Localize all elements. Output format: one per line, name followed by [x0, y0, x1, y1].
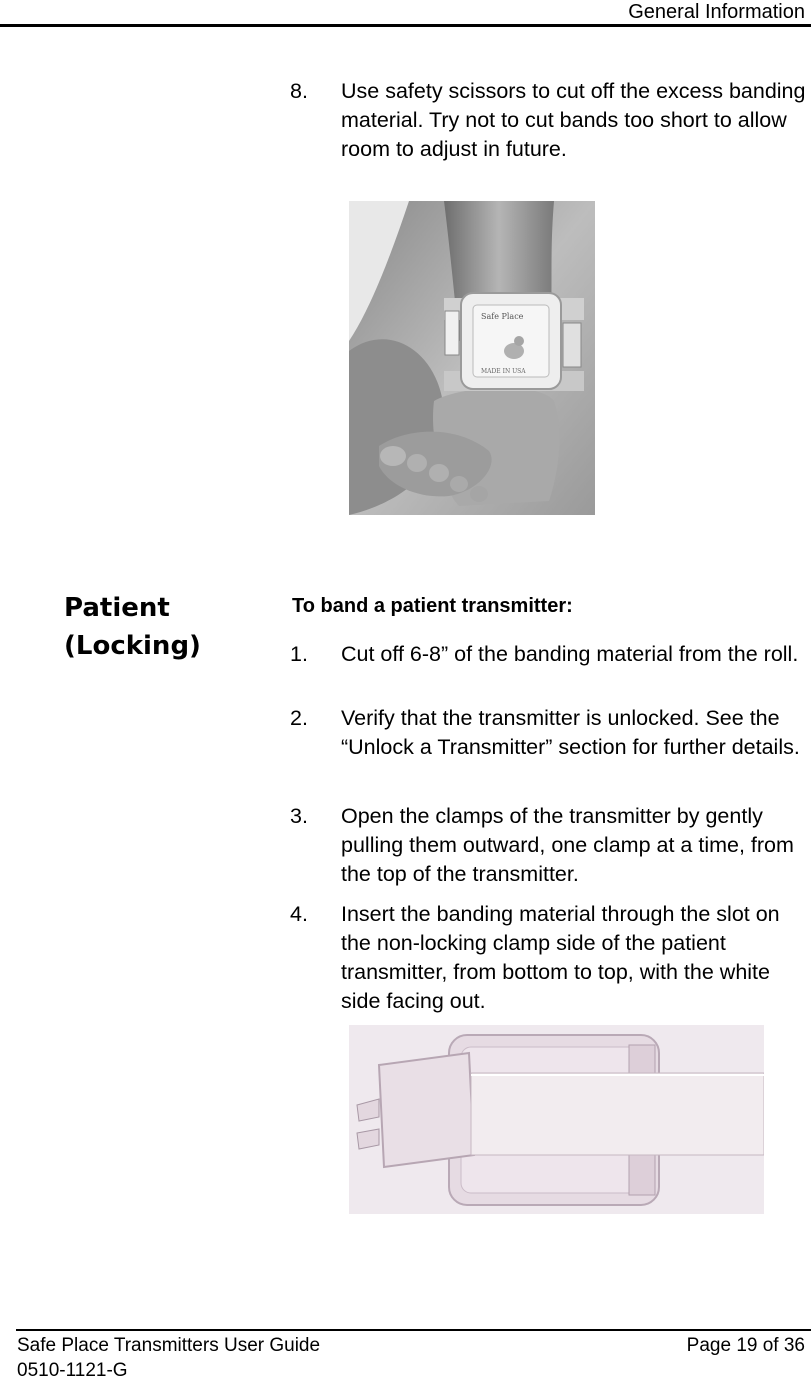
page-number: Page 19 of 36	[686, 1335, 805, 1356]
step-text: Open the clamps of the transmitter by gently pulling them outward, one clamp at a time, from the top of the transmitter.	[341, 804, 794, 886]
step-text: Verify that the transmitter is unlocked. See the “Unlock a Transmitter” section for further details.	[341, 706, 800, 759]
footer-rule	[16, 1329, 811, 1331]
procedure-heading: To band a patient transmitter:	[292, 595, 573, 617]
step-number: 2.	[290, 706, 308, 730]
band-photo-illustration	[349, 1025, 764, 1214]
footer-left	[17, 1333, 320, 1383]
step-item	[290, 77, 805, 197]
step-item	[290, 802, 805, 892]
device-label-brand: Safe Place	[481, 312, 524, 321]
step-number: 1.	[290, 642, 308, 666]
guide-title: Safe Place Transmitters User Guide	[17, 1335, 321, 1356]
step-text: Cut off 6-8” of the banding material from the roll.	[341, 642, 799, 666]
ankle-photo-illustration	[349, 201, 595, 515]
step-item	[290, 704, 805, 794]
section-title-line: (Locking)	[64, 631, 201, 661]
header-rule	[0, 24, 811, 27]
section-title-line: Patient	[64, 593, 170, 623]
step-number: 3.	[290, 804, 308, 828]
step-number: 8.	[290, 79, 308, 103]
step-item	[290, 640, 805, 700]
step-item	[290, 900, 805, 1020]
section-title	[64, 589, 264, 665]
device-label-origin: MADE IN USA	[481, 368, 526, 375]
running-header: General Information	[628, 1, 805, 23]
step-text: Insert the banding material through the slot on the non-locking clamp side of the patient transmitter, from bottom to top, with the white side facing out.	[341, 902, 780, 1013]
ankle-transmitter-photo	[349, 201, 595, 515]
step-number: 4.	[290, 902, 308, 926]
document-number: 0510-1121-G	[17, 1360, 128, 1381]
step-text: Use safety scissors to cut off the excess banding material. Try not to cut bands too short to allow room to adjust in future.	[341, 79, 806, 161]
band-insert-photo	[349, 1025, 764, 1214]
